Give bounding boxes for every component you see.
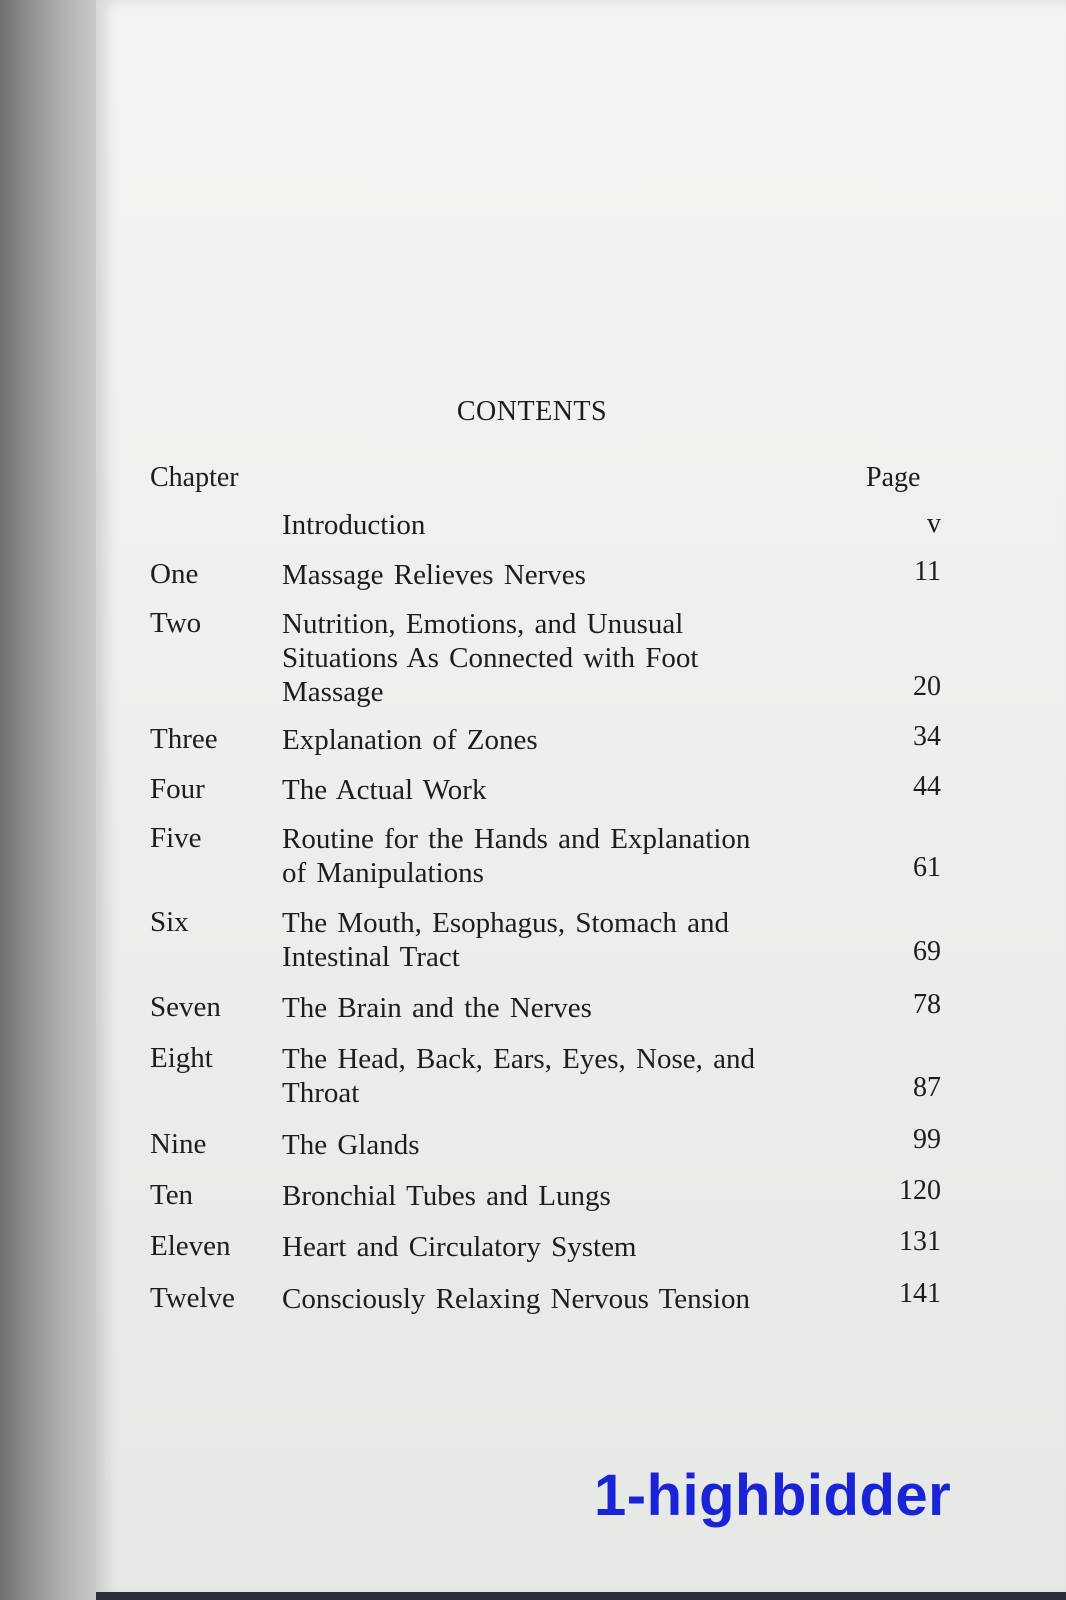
page-number: 34 [913, 721, 941, 752]
page-number: v [927, 508, 941, 539]
chapter-number: One [150, 558, 199, 590]
page-number: 44 [913, 771, 941, 802]
chapter-title: The Brain and the Nerves [282, 992, 592, 1024]
chapter-number: Nine [150, 1128, 207, 1160]
page-number: 99 [913, 1124, 941, 1155]
chapter-title: Introduction [282, 509, 426, 541]
chapter-title: The Head, Back, Ears, Eyes, Nose, and Throat [282, 1043, 755, 1109]
chapter-title: Routine for the Hands and Explanation of Manipulations [282, 823, 751, 889]
chapter-title: Massage Relieves Nerves [282, 559, 586, 591]
page-number: 87 [913, 1072, 941, 1103]
page-number: 78 [913, 989, 941, 1020]
chapter-title: Heart and Circulatory System [282, 1231, 637, 1263]
chapter-title: The Glands [282, 1129, 420, 1161]
contents-title: CONTENTS [456, 396, 608, 427]
page-column-header: Page [866, 462, 921, 493]
page-number: 131 [899, 1226, 941, 1257]
chapter-number: Ten [150, 1179, 194, 1211]
chapter-column-header: Chapter [150, 462, 239, 493]
chapter-number: Three [150, 723, 218, 755]
chapter-title: Explanation of Zones [282, 724, 538, 756]
chapter-number: Eight [150, 1042, 213, 1074]
chapter-number: Seven [150, 991, 221, 1023]
page-number: 69 [913, 936, 941, 967]
chapter-number: Five [150, 822, 202, 854]
chapter-number: Eleven [150, 1230, 231, 1262]
chapter-title: Consciously Relaxing Nervous Tension [282, 1283, 750, 1315]
chapter-number: Six [150, 906, 189, 938]
chapter-title: The Actual Work [282, 774, 487, 806]
page-number: 20 [913, 671, 941, 702]
page-number: 120 [899, 1175, 941, 1206]
chapter-number: Four [150, 773, 205, 805]
seller-watermark: 1-highbidder [594, 1463, 952, 1528]
chapter-number: Two [150, 607, 202, 639]
page-number: 141 [899, 1278, 941, 1309]
page-number: 11 [914, 556, 941, 587]
chapter-title: The Mouth, Esophagus, Stomach and Intestinal Tract [282, 907, 729, 973]
chapter-title: Nutrition, Emotions, and Unusual Situations As Connected with Foot Massage [282, 608, 699, 708]
chapter-title: Bronchial Tubes and Lungs [282, 1180, 611, 1212]
chapter-number: Twelve [150, 1282, 235, 1314]
page-number: 61 [913, 852, 941, 883]
